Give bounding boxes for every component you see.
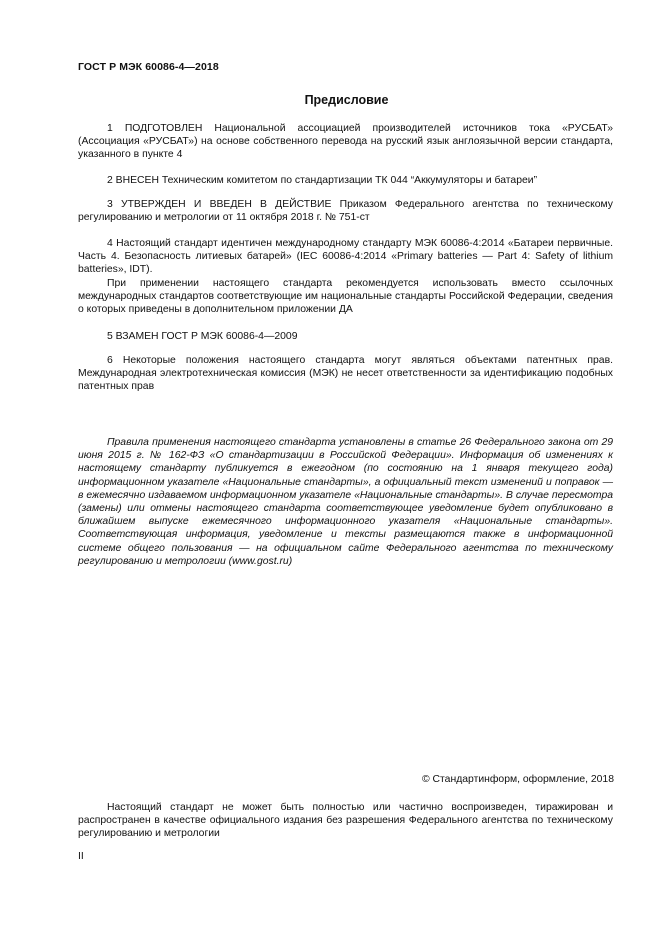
foreword-item-5 bbox=[78, 330, 613, 343]
foreword-item-text: 3 УТВЕРЖДЕН И ВВЕДЕН В ДЕЙСТВИЕ Приказом Федерального агентства по техническому регулированию и метрологии от 11 октября 2018 г. № 751-ст bbox=[78, 199, 613, 224]
copyright-line: © Стандартинформ, оформление, 2018 bbox=[421, 774, 614, 785]
foreword-item-text: 4 Настоящий стандарт идентичен международному стандарту МЭК 60086-4:2014 «Батареи первичные. Часть 4. Безопасность литиевых батарей» (IEC 60086-4:2014 «Primary batteries — Part 4: Safety of lithium batteries», IDT). bbox=[78, 238, 613, 276]
foreword-item-text: 1 ПОДГОТОВЛЕН Национальной ассоциацией производителей источников тока «РУСБАТ» (Ассоциация «РУСБАТ») на основе собственного перевода на русский язык англоязычной версии стандарта, указанного в пункте 4 bbox=[78, 123, 613, 161]
page-title: Предисловие bbox=[304, 93, 389, 107]
foreword-item-6 bbox=[78, 354, 613, 394]
document-header-code: ГОСТ Р МЭК 60086-4—2018 bbox=[78, 61, 219, 73]
application-rules-notice: Правила применения настоящего стандарта установлены в статье 26 Федерального закона от 29 июня 2015 г. № 162-ФЗ «О стандартизации в Российской Федерации». Информация об изменениях к настоящему стандарту публикуется в ежегодном (по состоянию на 1 января текущего года) информационном указателе «Национальные стандарты», а официальный текст изменений и поправок — в ежемесячно издаваемом информационном указателе «Национальные стандарты». В случае пересмотра (замены) или отмены настоящего стандарта соответствующее уведомление будет опубликовано в ближайшем выпуске ежемесячного информационного указателя «Национальные стандарты». Соответствующая информация, уведомление и тексты размещаются также в информационной системе общего пользования — на официальном сайте Федерального агентства по техническому регулированию и метрологии (www.gost.ru) bbox=[78, 437, 613, 567]
foreword-item-text: 2 ВНЕСЕН Техническим комитетом по стандартизации ТК 044 “Аккумуляторы и батареи” bbox=[107, 175, 538, 186]
foreword-item-text: 5 ВЗАМЕН ГОСТ Р МЭК 60086-4—2009 bbox=[107, 331, 298, 342]
foreword-item-1 bbox=[78, 122, 613, 162]
page-number: II bbox=[78, 851, 84, 862]
foreword-item-2 bbox=[78, 174, 613, 187]
foreword-item-note: При применении настоящего стандарта рекомендуется использовать вместо ссылочных международных стандартов соответствующие им национальные стандарты Российской Федерации, сведения о которых приведены в дополнительном приложении ДА bbox=[78, 277, 613, 316]
foreword-item-text: 6 Некоторые положения настоящего стандарта могут являться объектами патентных прав. Международная электротехническая комиссия (МЭК) не несет ответственности за идентификацию подобных патентных прав bbox=[78, 355, 613, 393]
foreword-item-3 bbox=[78, 198, 613, 224]
reprint-restriction-notice: Настоящий стандарт не может быть полностью или частично воспроизведен, тиражирован и распространен в качестве официального издания без разрешения Федерального агентства по техническому регулированию и метрологии bbox=[78, 802, 613, 840]
foreword-item-4 bbox=[78, 237, 613, 316]
